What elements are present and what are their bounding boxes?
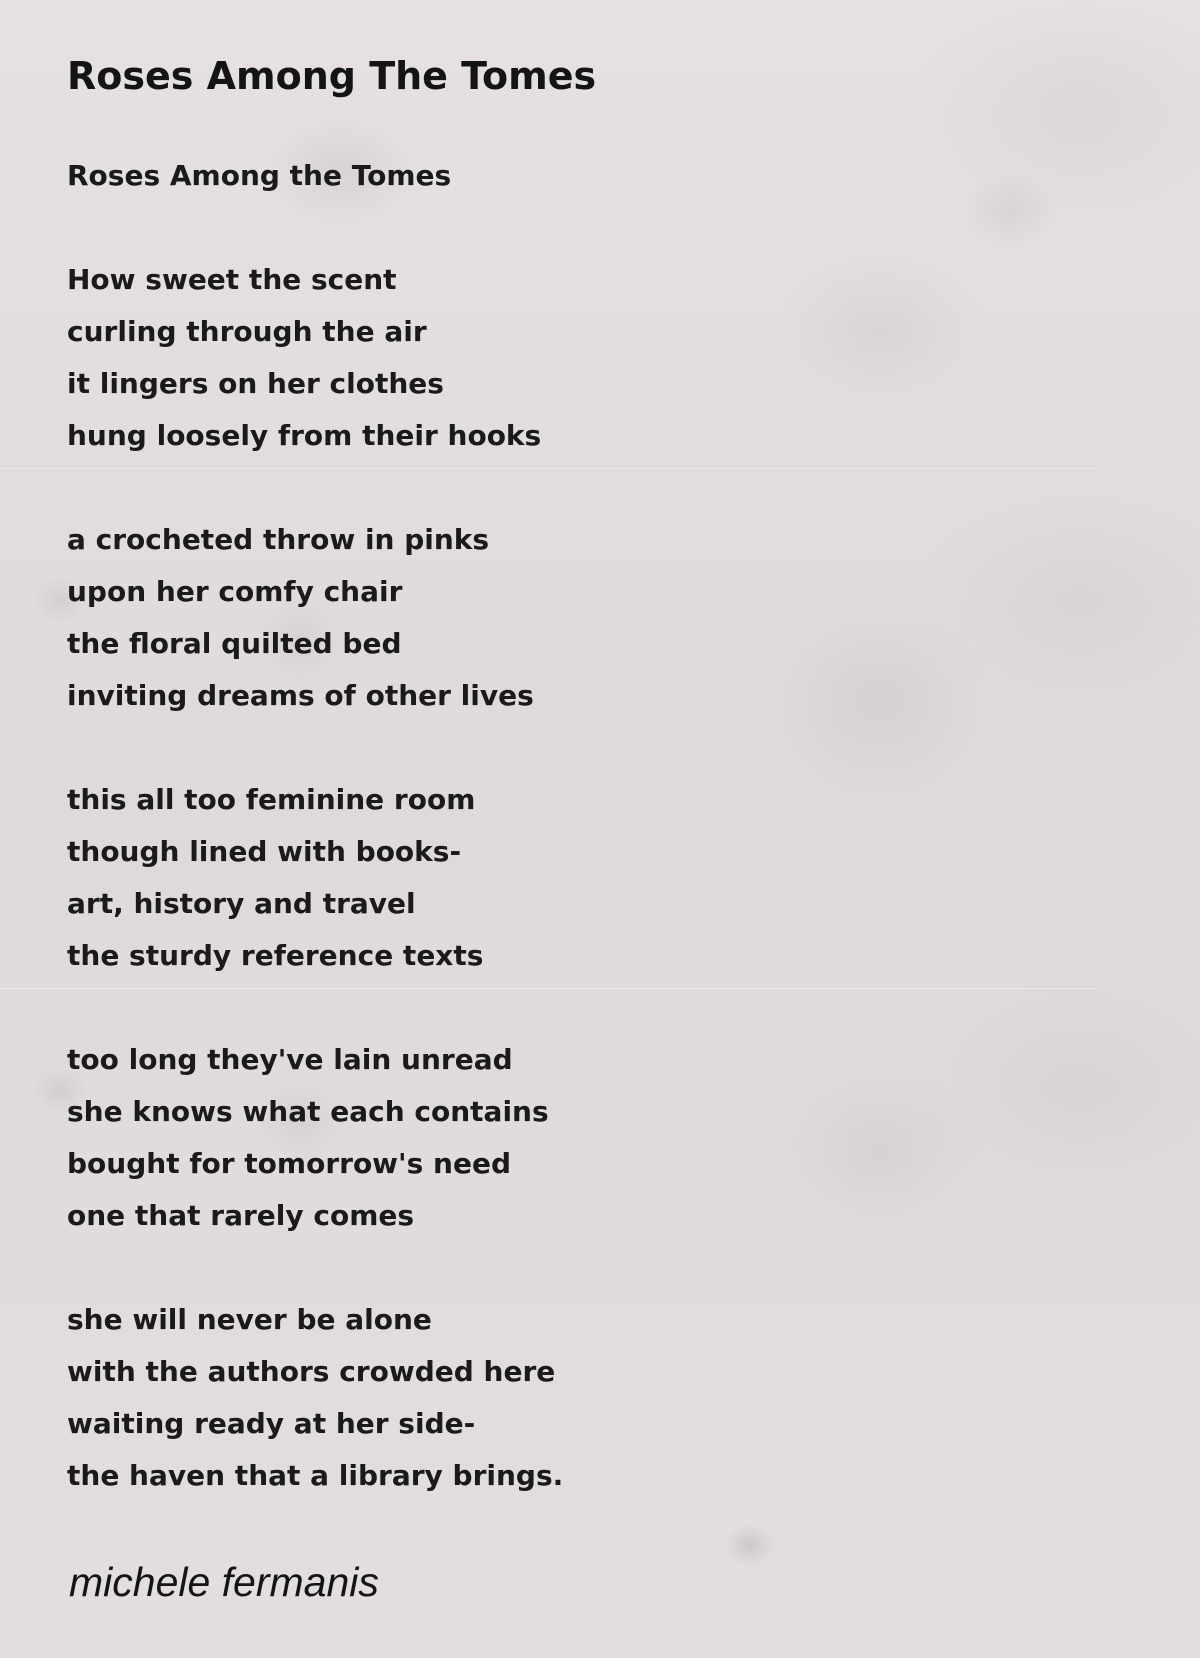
poem-line: a crocheted throw in pinks bbox=[67, 523, 490, 556]
poem-line: the floral quilted bed bbox=[67, 627, 402, 660]
poem-line: How sweet the scent bbox=[67, 263, 397, 296]
poem-line: waiting ready at her side- bbox=[67, 1407, 476, 1440]
stanza-gap bbox=[67, 722, 563, 774]
poem-heading: Roses Among the Tomes bbox=[67, 159, 452, 192]
stanza-gap bbox=[67, 462, 563, 514]
poem-line: upon her comfy chair bbox=[67, 575, 403, 608]
stanza-gap bbox=[67, 982, 563, 1034]
poem-line: art, history and travel bbox=[67, 887, 416, 920]
stanza-4 bbox=[67, 1034, 563, 1242]
stanza-2 bbox=[67, 514, 563, 722]
stanza-gap bbox=[67, 202, 563, 254]
poem-line: she knows what each contains bbox=[67, 1095, 549, 1128]
poem-line: though lined with books- bbox=[67, 835, 462, 868]
stanza-1 bbox=[67, 254, 563, 462]
poem-line: the sturdy reference texts bbox=[67, 939, 484, 972]
poem-line: too long they've lain unread bbox=[67, 1043, 513, 1076]
author-name: michele fermanis bbox=[69, 1559, 379, 1605]
poem-line: one that rarely comes bbox=[67, 1199, 415, 1232]
poem-line: the haven that a library brings. bbox=[67, 1459, 564, 1492]
poem-line: she will never be alone bbox=[67, 1303, 432, 1336]
stanza-gap bbox=[67, 1242, 563, 1294]
poem-body bbox=[67, 150, 563, 1502]
poem-line: this all too feminine room bbox=[67, 783, 476, 816]
poem-line: bought for tomorrow's need bbox=[67, 1147, 511, 1180]
poem-line: hung loosely from their hooks bbox=[67, 419, 542, 452]
poem-line: it lingers on her clothes bbox=[67, 367, 444, 400]
stanza-5 bbox=[67, 1294, 563, 1502]
stanza-3 bbox=[67, 774, 563, 982]
page-title: Roses Among The Tomes bbox=[67, 54, 597, 98]
poem-line: inviting dreams of other lives bbox=[67, 679, 534, 712]
poem-line: curling through the air bbox=[67, 315, 427, 348]
poem-line: with the authors crowded here bbox=[67, 1355, 556, 1388]
